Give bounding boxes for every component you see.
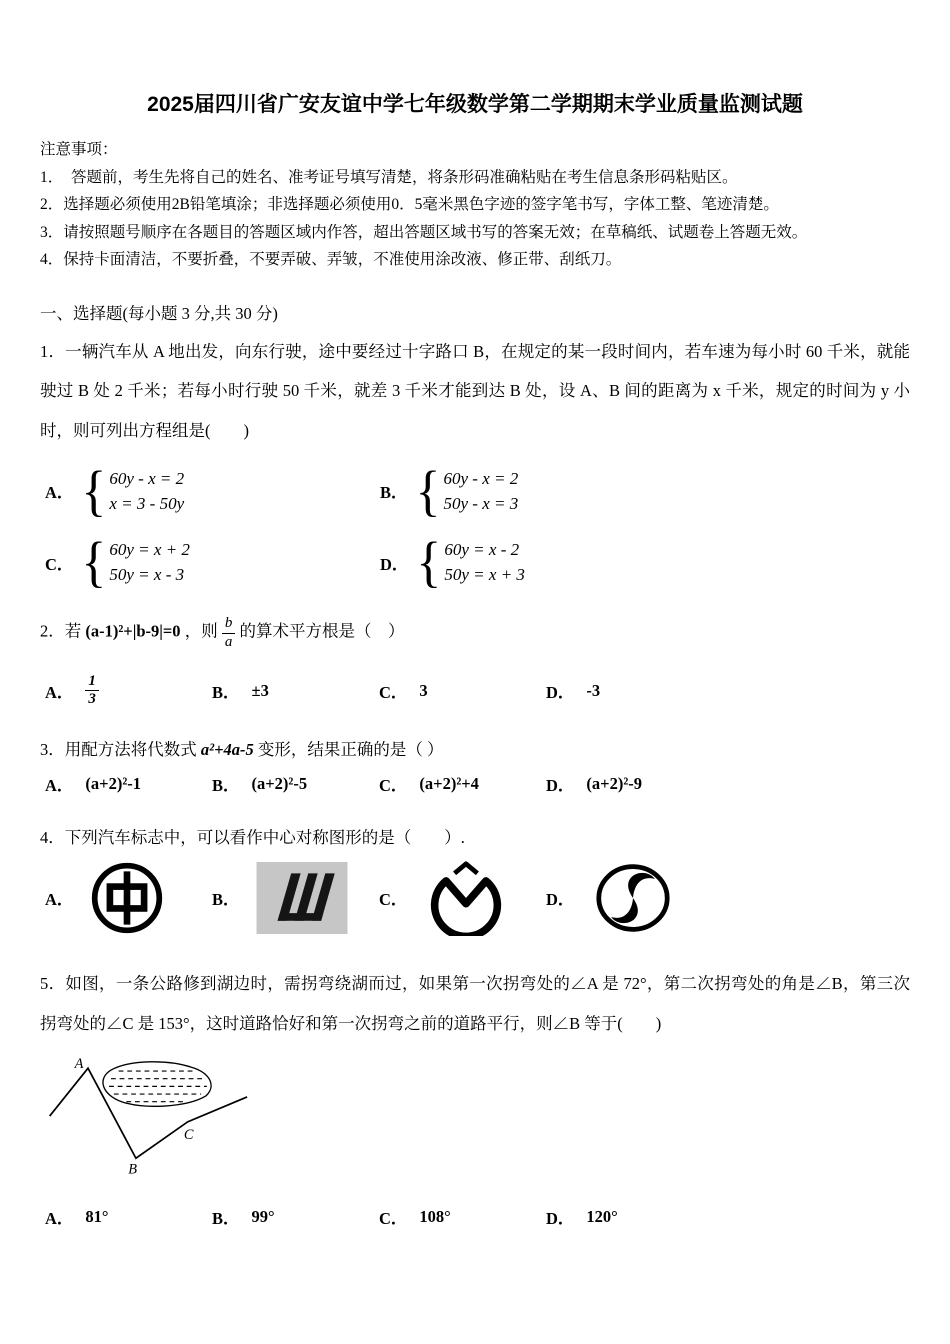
option-value: 108° [419,1206,451,1226]
q5-road-lake-figure [42,1054,910,1187]
q4-option-c [379,860,546,936]
figure-label-a: A [74,1055,84,1072]
changan-logo-icon [423,860,509,936]
note-item-4: 4．保持卡面清洁，不要折叠，不要弄破、弄皱，不准使用涂改液、修正带、刮纸刀。 [40,251,622,269]
q3-option-d [546,772,713,796]
option-value: 120° [586,1206,618,1226]
option-label: D． [546,682,575,702]
option-value: (a+2)²+4 [419,774,479,794]
option-label: B． [212,776,240,796]
q3-options-row [45,772,910,796]
q2-option-b [212,679,379,703]
q1-option-d [380,531,715,594]
q2-mid: ，则 [180,621,222,641]
q5-option-c [379,1205,546,1229]
equation-system [443,469,518,514]
equation-system [109,540,190,585]
equation-line: 60y - x = 2 [443,468,519,488]
option-label: A． [45,682,74,702]
option-label: C． [379,1208,408,1228]
q5-options-row [45,1205,910,1229]
q4-option-d [546,860,713,936]
q3-expression: a²+4a-5 [200,740,254,760]
note-item-2: 2．选择题必须使用2B铅笔填涂；非选择题必须使用0．5毫米黑色字迹的签字笔书写，字体工整、笔迹清楚。 [40,196,779,214]
option-label: B． [212,1208,240,1228]
equation-line: 60y - x = 2 [109,468,185,488]
option-label: B． [212,890,240,910]
fraction-b-over-a [222,615,236,651]
option-value: -3 [586,680,601,700]
note-item-3: 3．请按照题号顺序在各题目的答题区域内作答，超出答题区域书写的答案无效；在草稿纸、试题卷上答题无效。 [40,223,808,241]
q4-option-b [212,862,379,934]
equation-line: 60y = x - 2 [444,540,520,560]
left-brace-glyph: { [416,531,442,594]
question-4-text: 4．下列汽车标志中，可以看作中心对称图形的是（ ）. [40,828,465,848]
question-1-text: 1．一辆汽车从 A 地出发，向东行驶，途中要经过十字路口 B，在规定的某一段时间内，若车速为每小时 60 千米，就能驶过 B 处 2 千米；若每小时行驶 50 千米，就差 3 千米才能到达 B 处，设 A、B 间的距离为 x 千米，规定的时间为 y 小时，则可列出方程组是( ) [40,341,910,441]
option-value: (a+2)²-5 [251,774,308,794]
q2-prefix: 2．若 [40,621,86,641]
question-2-text [40,615,910,651]
option-label: A． [45,483,74,503]
equation-line: 50y - x = 3 [443,493,519,513]
left-brace-glyph: { [415,460,441,522]
question-5-text: 5．如图，一条公路修到湖边时，需拐弯绕湖而过，如果第一次拐弯处的∠A 是 72°，第二次拐弯处的角是∠B，第三次拐弯处的∠C 是 153°，这时道路恰好和第一次拐弯之前的道路平行，则∠B 等于( ) [40,974,910,1034]
q3-option-b [212,772,379,796]
zhonghua-logo-icon [89,860,165,936]
equation-system [109,469,184,514]
page-title: 2025届四川省广安友谊中学七年级数学第二学期期末学业质量监测试题 [147,93,803,116]
option-value: (a+2)²-9 [586,774,643,794]
option-value: ±3 [251,680,269,700]
q1-option-c [45,531,380,594]
figure-label-c: C [183,1126,194,1143]
q4-option-a [45,860,212,936]
fraction-denominator: a [224,633,233,650]
q5-option-b [212,1205,379,1229]
option-label: D． [380,554,409,574]
option-label: A． [45,1208,74,1228]
q4-options-row [45,860,910,936]
option-value: 3 [419,680,428,700]
option-label: D． [546,776,575,796]
dongfeng-logo-icon [590,860,676,936]
fraction-denominator: 3 [88,691,96,708]
notes-heading: 注意事项： [40,141,118,158]
q5-option-a [45,1205,212,1229]
fraction-numerator: 1 [85,673,99,691]
q1-options-row-2 [45,531,910,594]
option-label: C． [45,554,74,574]
equation-line: x = 3 - 50y [109,493,185,513]
notes-section [40,136,910,274]
option-label: C． [379,890,408,910]
q3-prefix: 3．用配方法将代数式 [40,740,201,760]
q3-option-a [45,772,212,796]
q5-option-d [546,1205,713,1229]
figure-label-b: B [128,1161,138,1178]
note-item-1: 1． 答题前，考生先将自己的姓名、准考证号填写清楚，将条形码准确粘贴在考生信息条形码粘贴区。 [40,168,738,186]
option-label: A． [45,776,74,796]
fraction-one-third [85,673,99,709]
option-value: (a+2)²-1 [85,774,142,794]
q2-options-row [45,673,910,709]
option-value: 81° [85,1206,109,1226]
option-label: D． [546,1208,575,1228]
q2-expression: (a-1)²+|b-9|=0 [85,621,181,641]
wuling-logo-icon [256,862,348,934]
equation-line: 60y = x + 2 [109,540,190,560]
q2-option-c [379,679,546,703]
q3-suffix: 变形，结果正确的是（ ） [253,740,444,760]
question-3-text [40,736,910,760]
equation-line: 50y = x + 3 [444,565,525,585]
left-brace-glyph: { [81,531,107,594]
q2-option-d [546,679,713,703]
section-choice-heading: 一、选择题(每小题 3 分,共 30 分) [40,303,278,323]
equation-system [444,540,525,585]
option-label: B． [212,682,240,702]
q1-options-row-1 [45,460,910,522]
option-label: C． [379,776,408,796]
q1-option-a [45,460,380,522]
q3-option-c [379,772,546,796]
option-label: B． [380,483,408,503]
q2-suffix: 的算术平方根是（ ） [235,621,405,641]
option-label: D． [546,890,575,910]
option-value: 99° [251,1206,275,1226]
option-label: C． [379,682,408,702]
q1-option-b [380,460,715,522]
fraction-numerator: b [222,615,236,633]
equation-line: 50y = x - 3 [109,565,185,585]
left-brace-glyph: { [81,460,107,522]
q2-option-a [45,673,212,709]
option-label: A． [45,890,74,910]
